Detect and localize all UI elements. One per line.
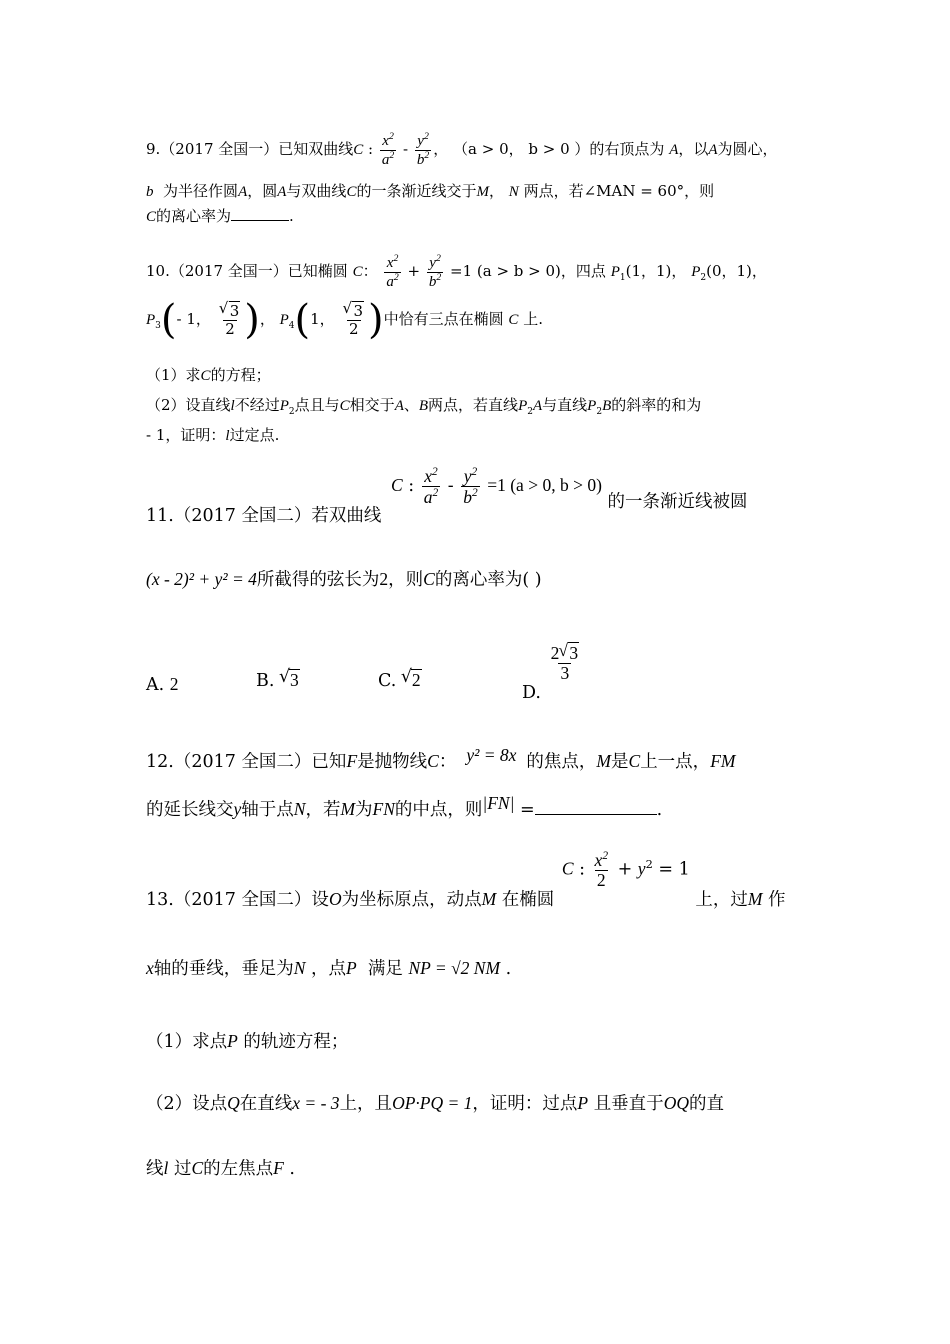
q11-option-d[interactable]: D. $\frac{2√ 3}{3}$ [522,644,583,684]
q11-line1: 11.（2017 全国二）若双曲线 C : $\frac{x^2}{a^2}$ - $\frac{y^2}{b^2}$ =1 (a > 0, b > 0) 的一条渐近线被圆 [146,465,748,527]
q13-line1: 13.（2017 全国二）设O为坐标原点，动点M 在椭圆 C : $\frac{x^2}{2}$ + $y^2 = 1$ 上，过M 作 [146,849,786,910]
q12-line2: 的延长线交y轴于点N，若M为FN的中点，则|FN| = . [146,793,663,820]
q13-line2: x轴的垂线，垂足为N ，点P 满足 NP = √2 NM . [146,958,512,979]
q12-line1: 12.（2017 全国二）已知F是抛物线C： y² = 8x 的焦点，M是C上一点，FM [146,745,736,772]
q9-cond: （a > 0， b > 0 ）的右顶点为 [453,140,665,158]
q10-line1: 10.（2017 全国一）已知椭圆 C： $\frac{x^2}{a^2}$ + $\frac{y^2}{b^2}$ =1 (a > b > 0)，四点 $P_1(1$，1)， $P_2(0$，1)， [146,253,767,290]
q11-line2: (x - 2)² + y² = 4所截得的弦长为2，则C的离心率为( ) [146,569,542,590]
q10-line2: $P_3(-$ 1， √ $\frac{3}{2}$ )， $P_4(1$， √ $\frac{3}{2}$ )中恰有三点在椭圆 C 上. [146,300,543,340]
q10-sub1: （1）求C的方程； [146,366,271,384]
q9-line2: b 为半径作圆A，圆A与双曲线C的一条渐近线交于M， N 两点，若∠MAN = 60°，则 [146,182,715,200]
q11-option-a[interactable]: A. 2 [146,674,179,695]
q12-answer-blank [535,814,657,815]
q10-sub2: （2）设直线l不经过$P_2$点且与C相交于A、B两点，若直线$P_2A$与直线$P_2B$的斜率的和为 [146,396,702,417]
q13-sub1: （1）求点P 的轨迹方程； [146,1031,349,1052]
q9-line1: 9.（2017 全国一）已知双曲线C : $\frac{x^2}{a^2}$ - $\frac{y^2}{b^2}$ ， （a > 0， b > 0 ）的右顶点为 A，以A为圆心， [146,131,778,168]
q13-sub2-cont: 线l 过C的左焦点F . [146,1158,295,1179]
q9-frac-x: $\frac{x^2}{a^2}$ [381,131,395,168]
q11-option-c[interactable]: C. √ 2 [378,670,422,691]
q10-sub2-cont: - 1，证明：l过定点. [146,426,280,444]
q13-sub2: （2）设点Q在直线x = - 3上，且OP·PQ = 1，证明：过点P 且垂直于OQ的直 [146,1093,724,1114]
q9-text: 9.（2017 全国一）已知双曲线 [146,140,354,158]
q9-frac-y: $\frac{y^2}{b^2}$ [416,131,430,168]
q9-answer-blank [231,220,289,221]
q9-line3: C的离心率为 . [146,207,294,225]
q11-option-b[interactable]: B. √ 3 [256,670,300,691]
